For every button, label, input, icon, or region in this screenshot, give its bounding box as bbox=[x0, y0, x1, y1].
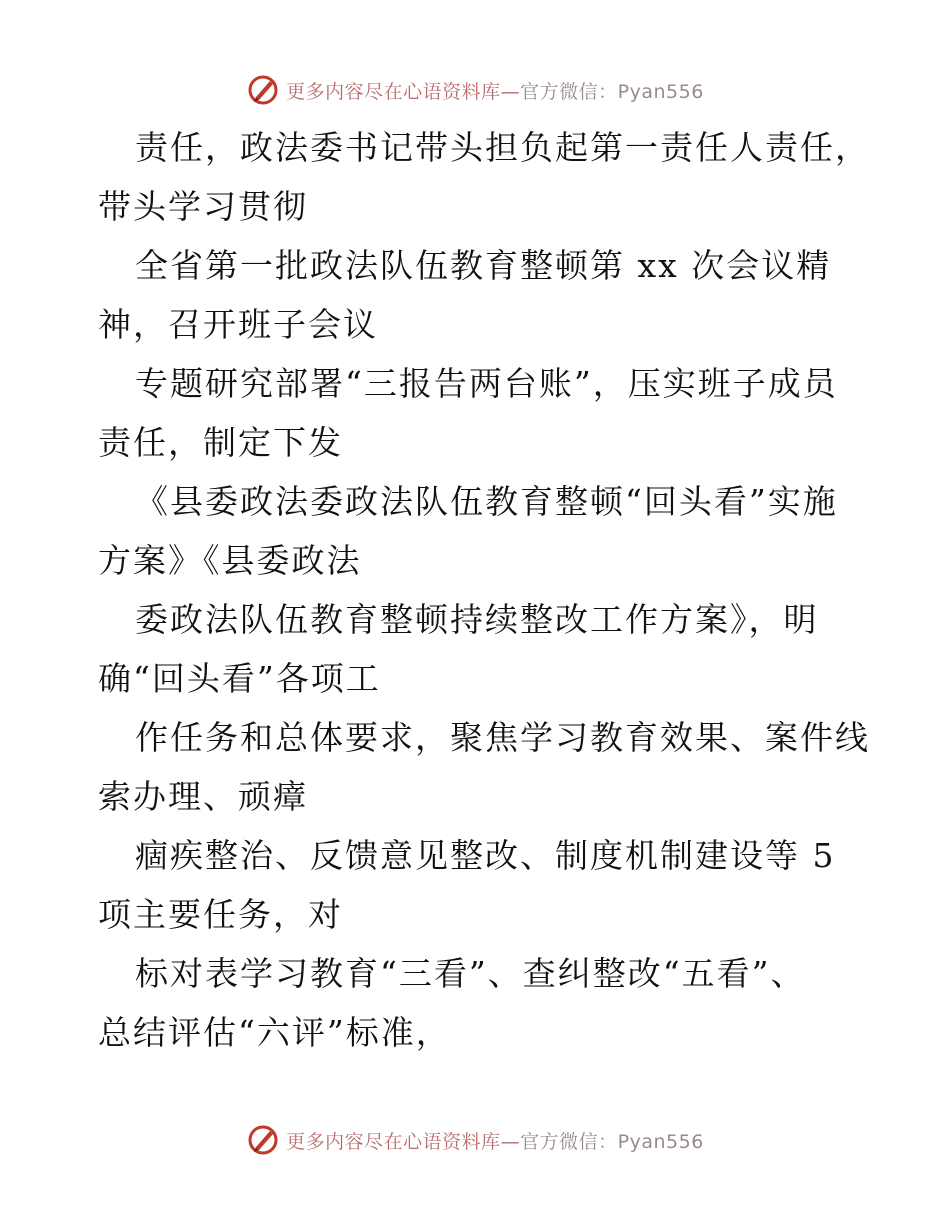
header-banner bbox=[0, 70, 950, 110]
body-line: 责任，政法委书记带头担负起第一责任人责任， bbox=[135, 128, 870, 167]
footer-separator: — bbox=[500, 1130, 521, 1153]
body-line: 全省第一批政法队伍教育整顿第 xx 次会议精 bbox=[135, 246, 832, 285]
header-separator: — bbox=[500, 80, 521, 103]
body-line: 痼疾整治、反馈意见整改、制度机制建设等 5 bbox=[135, 836, 836, 875]
pen-circle-logo-icon bbox=[246, 1123, 280, 1157]
header-banner-inner bbox=[246, 73, 704, 107]
header-site-text: 更多内容尽在心语资料库 bbox=[286, 80, 501, 103]
body-line: 总结评估“六评”标准， bbox=[98, 1013, 451, 1052]
body-line: 专题研究部署“三报告两台账”，压实班子成员 bbox=[135, 364, 838, 403]
footer-banner bbox=[0, 1120, 950, 1160]
body-line: 神，召开班子会议 bbox=[98, 305, 378, 344]
footer-banner-text bbox=[286, 1127, 704, 1154]
footer-wechat-text: 官方微信：Pyan556 bbox=[520, 1130, 704, 1153]
body-line: 索办理、顽瘴 bbox=[98, 777, 308, 816]
pen-circle-logo-icon bbox=[246, 73, 280, 107]
body-line: 责任，制定下发 bbox=[98, 423, 343, 462]
body-line: 确“回头看”各项工 bbox=[98, 659, 381, 698]
footer-banner-inner bbox=[246, 1123, 704, 1157]
body-line: 作任务和总体要求，聚焦学习教育效果、案件线 bbox=[135, 718, 870, 757]
body-line: 委政法队伍教育整顿持续整改工作方案》，明 bbox=[135, 600, 819, 639]
document-body bbox=[98, 118, 870, 1062]
header-banner-text bbox=[286, 77, 704, 104]
body-line: 项主要任务，对 bbox=[98, 895, 343, 934]
header-wechat-text: 官方微信：Pyan556 bbox=[520, 80, 704, 103]
body-line: 方案》《县委政法 bbox=[98, 541, 362, 580]
footer-site-text: 更多内容尽在心语资料库 bbox=[286, 1130, 501, 1153]
body-line: 标对表学习教育“三看”、查纠整改“五看”、 bbox=[135, 954, 806, 993]
body-line: 带头学习贯彻 bbox=[98, 187, 308, 226]
body-line: 《县委政法委政法队伍教育整顿“回头看”实施 bbox=[135, 482, 838, 521]
